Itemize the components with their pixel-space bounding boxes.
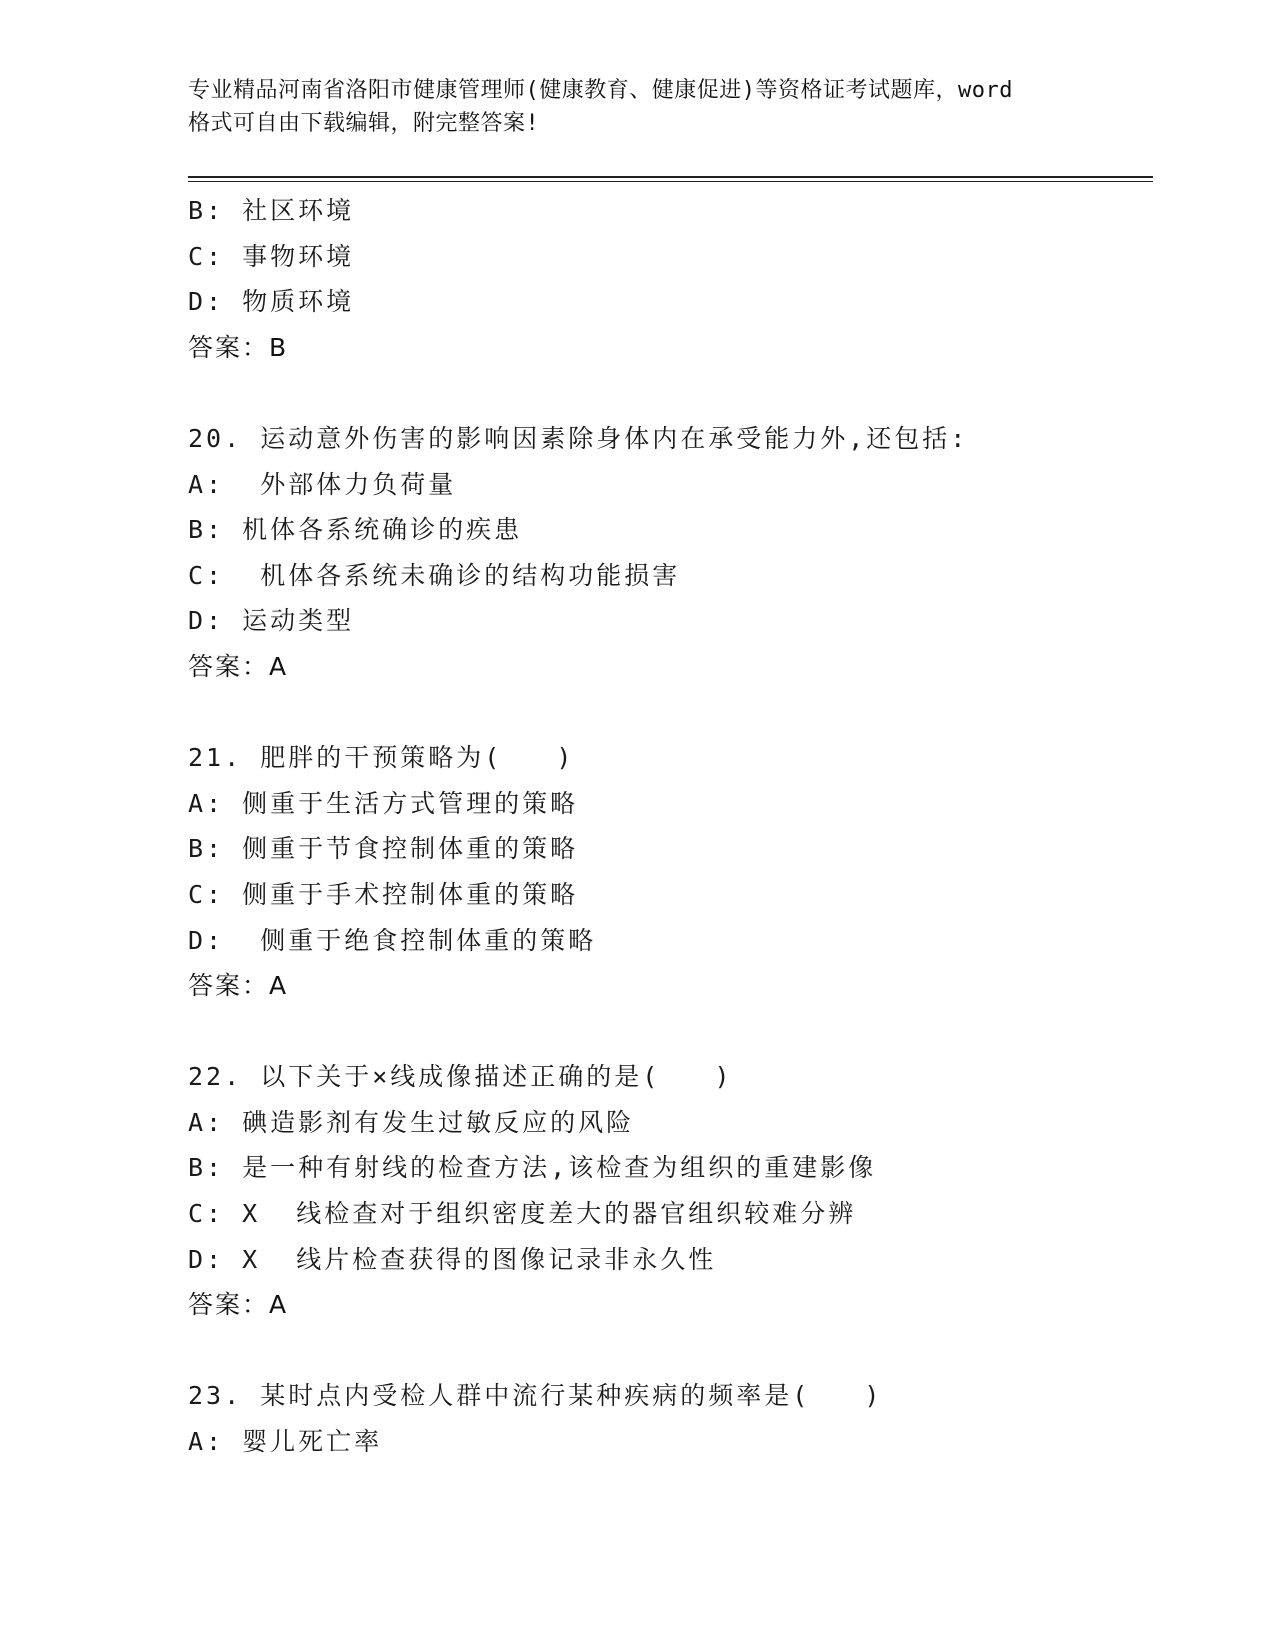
option-a: A: 外部体力负荷量 bbox=[188, 469, 457, 499]
option-d: D: 物质环境 bbox=[188, 287, 355, 317]
page-header bbox=[188, 74, 1088, 140]
header-line-2: 格式可自由下载编辑，附完整答案! bbox=[188, 111, 540, 136]
question-23 bbox=[188, 1373, 1188, 1464]
question-list bbox=[188, 188, 1188, 1465]
answer-line: 答案：B bbox=[188, 332, 289, 362]
question-stem: 23. 某时点内受检人群中流行某种疾病的频率是( ) bbox=[188, 1381, 883, 1411]
spacer bbox=[188, 690, 1188, 736]
option-c: C: 事物环境 bbox=[188, 241, 355, 271]
answer-line: 答案：A bbox=[188, 1290, 289, 1320]
header-divider-thin bbox=[188, 181, 1153, 182]
option-a: A: 侧重于生活方式管理的策略 bbox=[188, 788, 579, 818]
question-20 bbox=[188, 416, 1188, 690]
option-a: A: 婴儿死亡率 bbox=[188, 1427, 383, 1457]
option-b: B: 是一种有射线的检查方法,该检查为组织的重建影像 bbox=[188, 1153, 877, 1183]
question-22 bbox=[188, 1054, 1188, 1328]
option-d: D: 运动类型 bbox=[188, 606, 355, 636]
option-b: B: 机体各系统确诊的疾患 bbox=[188, 515, 523, 545]
option-a: A: 碘造影剂有发生过敏反应的风险 bbox=[188, 1107, 635, 1137]
spacer bbox=[188, 1328, 1188, 1374]
question-stem: 22. 以下关于×线成像描述正确的是( ) bbox=[188, 1062, 733, 1092]
option-c: C: X 线检查对于组织密度差大的器官组织较难分辨 bbox=[188, 1199, 857, 1229]
header-line-1: 专业精品河南省洛阳市健康管理师(健康教育、健康促进)等资格证考试题库，word bbox=[188, 78, 1013, 103]
answer-line: 答案：A bbox=[188, 651, 289, 681]
option-d: D: 侧重于绝食控制体重的策略 bbox=[188, 925, 597, 955]
option-c: C: 机体各系统未确诊的结构功能损害 bbox=[188, 560, 681, 590]
option-b: B: 侧重于节食控制体重的策略 bbox=[188, 834, 579, 864]
option-b: B: 社区环境 bbox=[188, 196, 355, 225]
option-d: D: X 线片检查获得的图像记录非永久性 bbox=[188, 1244, 717, 1274]
question-19-tail bbox=[188, 188, 1188, 370]
question-stem: 20. 运动意外伤害的影响因素除身体内在承受能力外,还包括: bbox=[188, 423, 969, 453]
answer-line: 答案：A bbox=[188, 971, 289, 1001]
spacer bbox=[188, 370, 1188, 416]
question-stem: 21. 肥胖的干预策略为( ) bbox=[188, 743, 575, 773]
question-21 bbox=[188, 735, 1188, 1009]
spacer bbox=[188, 1009, 1188, 1055]
option-c: C: 侧重于手术控制体重的策略 bbox=[188, 879, 579, 909]
header-divider-thick bbox=[188, 176, 1153, 178]
